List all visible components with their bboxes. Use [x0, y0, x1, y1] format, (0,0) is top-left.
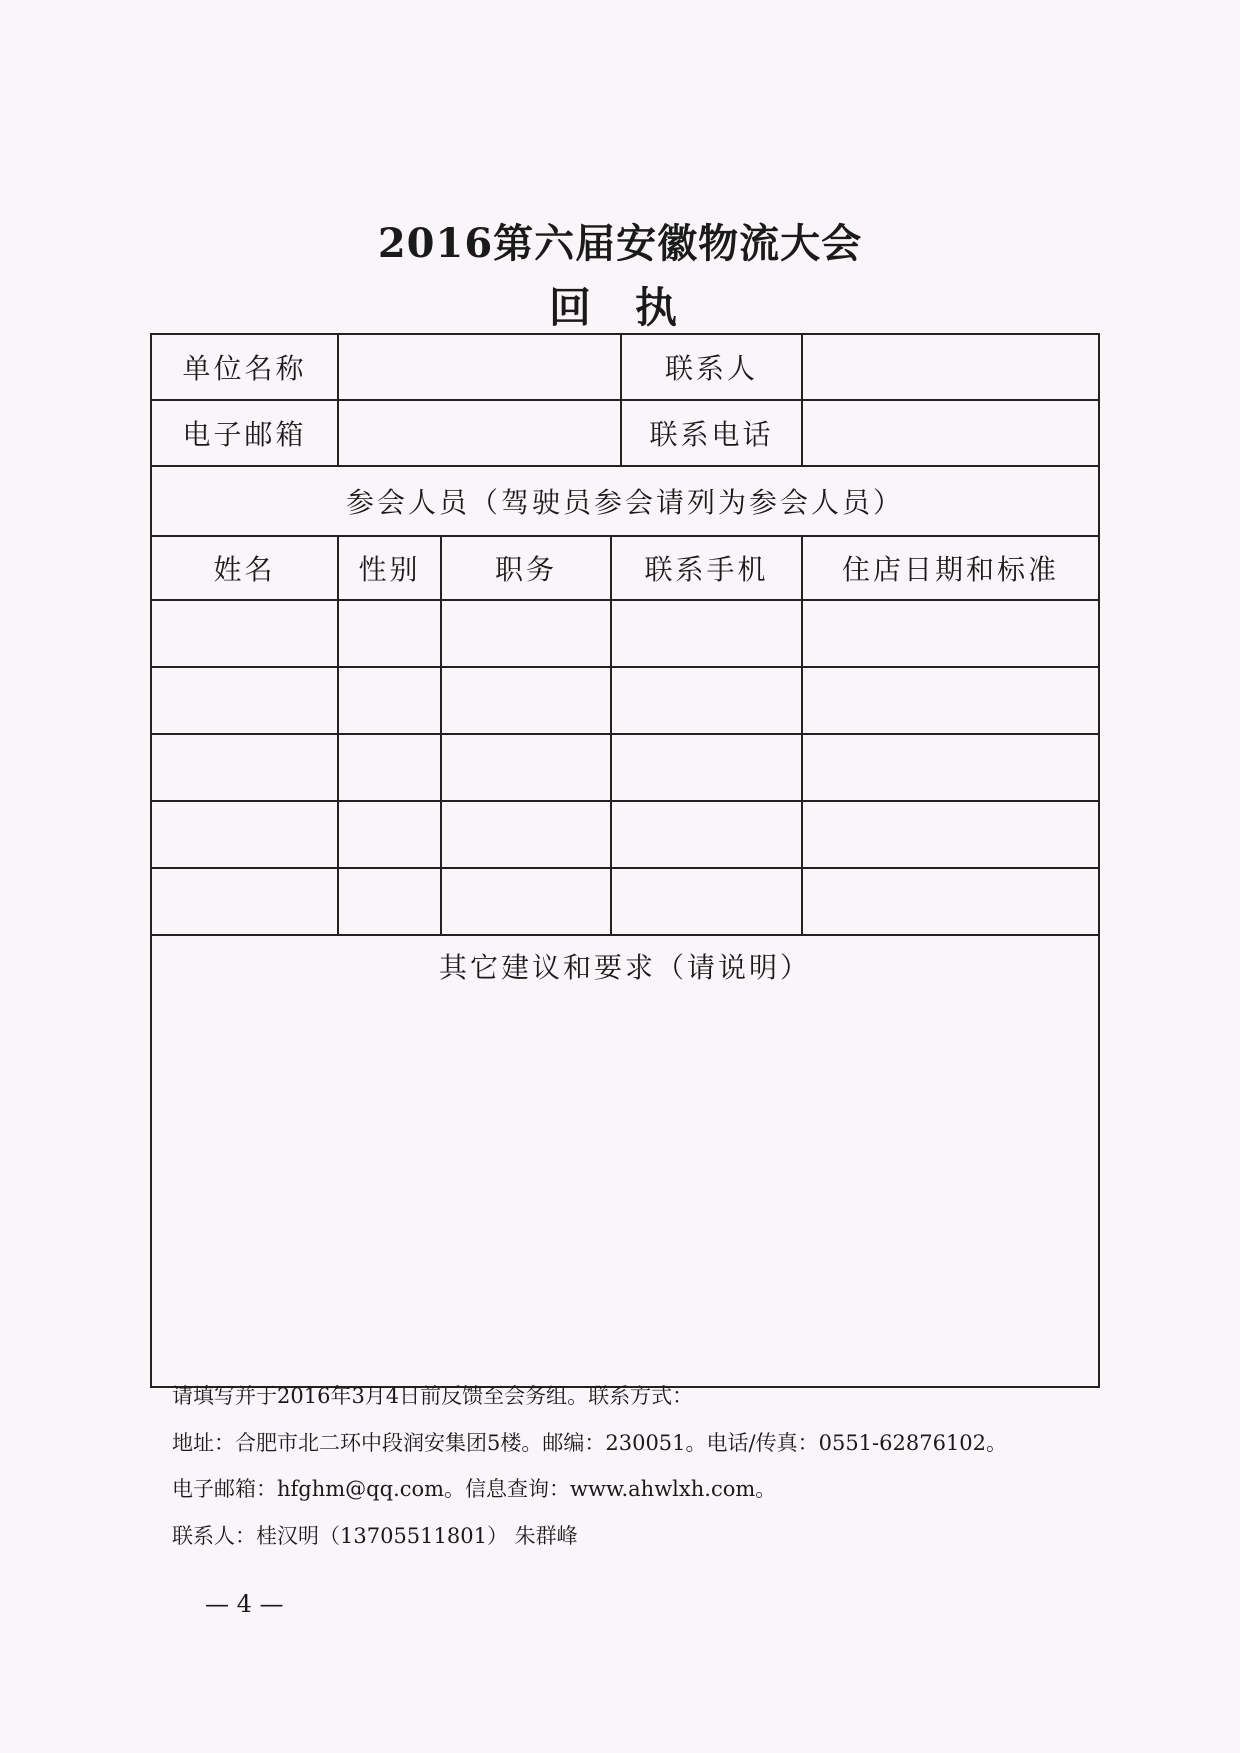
phone-field[interactable] [802, 400, 1099, 466]
email-label: 电子邮箱 [151, 400, 338, 466]
footer-address: 地址：合肥市北二环中段润安集团5楼。邮编：230051。电话/传真：0551-62876102。 [172, 1431, 1008, 1455]
other-requests-row [151, 996, 1099, 1387]
other-requests-header: 其它建议和要求（请说明） [151, 935, 1099, 996]
other-requests-header-row [151, 935, 1099, 996]
email-field[interactable] [338, 400, 621, 466]
attendee-hotel-cell[interactable] [802, 667, 1099, 734]
attendee-row [151, 801, 1099, 868]
column-header-gender: 性别 [338, 536, 441, 600]
attendee-position-cell[interactable] [441, 667, 611, 734]
footer-deadline-note: 请填写并于2016年3月4日前反馈至会务组。联系方式： [172, 1384, 694, 1408]
attendee-name-cell[interactable] [151, 667, 338, 734]
attendees-header-row [151, 466, 1099, 536]
attendee-mobile-cell[interactable] [611, 734, 802, 801]
column-header-hotel: 住店日期和标准 [802, 536, 1099, 600]
attendee-position-cell[interactable] [441, 600, 611, 667]
attendee-hotel-cell[interactable] [802, 600, 1099, 667]
attendee-hotel-cell[interactable] [802, 801, 1099, 868]
attendee-gender-cell[interactable] [338, 801, 441, 868]
contact-person-label: 联系人 [621, 334, 802, 400]
attendee-position-cell[interactable] [441, 801, 611, 868]
column-header-mobile: 联系手机 [611, 536, 802, 600]
attendee-hotel-cell[interactable] [802, 868, 1099, 935]
document-subtitle: 回执 [548, 283, 721, 332]
attendee-gender-cell[interactable] [338, 734, 441, 801]
attendee-name-cell[interactable] [151, 868, 338, 935]
attendee-mobile-cell[interactable] [611, 801, 802, 868]
attendees-column-headers [151, 536, 1099, 600]
attendee-row [151, 734, 1099, 801]
attendee-mobile-cell[interactable] [611, 600, 802, 667]
attendee-row [151, 868, 1099, 935]
form-row-email [151, 400, 1099, 466]
attendees-header: 参会人员（驾驶员参会请列为参会人员） [151, 466, 1099, 536]
receipt-form-table [150, 333, 1100, 1388]
attendee-mobile-cell[interactable] [611, 667, 802, 734]
unit-name-label: 单位名称 [151, 334, 338, 400]
attendee-gender-cell[interactable] [338, 667, 441, 734]
attendee-mobile-cell[interactable] [611, 868, 802, 935]
attendee-gender-cell[interactable] [338, 868, 441, 935]
phone-label: 联系电话 [621, 400, 802, 466]
document-title: 2016第六届安徽物流大会 [377, 220, 863, 267]
column-header-position: 职务 [441, 536, 611, 600]
attendee-position-cell[interactable] [441, 734, 611, 801]
footer-email-website: 电子邮箱：hfghm@qq.com。信息查询：www.ahwlxh.com。 [172, 1477, 777, 1501]
column-header-name: 姓名 [151, 536, 338, 600]
unit-name-field[interactable] [338, 334, 621, 400]
attendee-name-cell[interactable] [151, 801, 338, 868]
attendee-name-cell[interactable] [151, 734, 338, 801]
attendee-hotel-cell[interactable] [802, 734, 1099, 801]
footer-contacts: 联系人：桂汉明（13705511801） 朱群峰 [172, 1524, 578, 1548]
page-number: — 4 — [205, 1590, 284, 1618]
other-requests-field[interactable] [151, 996, 1099, 1387]
contact-person-field[interactable] [802, 334, 1099, 400]
attendee-name-cell[interactable] [151, 600, 338, 667]
attendee-row [151, 600, 1099, 667]
form-row-unit [151, 334, 1099, 400]
attendee-row [151, 667, 1099, 734]
attendee-gender-cell[interactable] [338, 600, 441, 667]
attendee-position-cell[interactable] [441, 868, 611, 935]
